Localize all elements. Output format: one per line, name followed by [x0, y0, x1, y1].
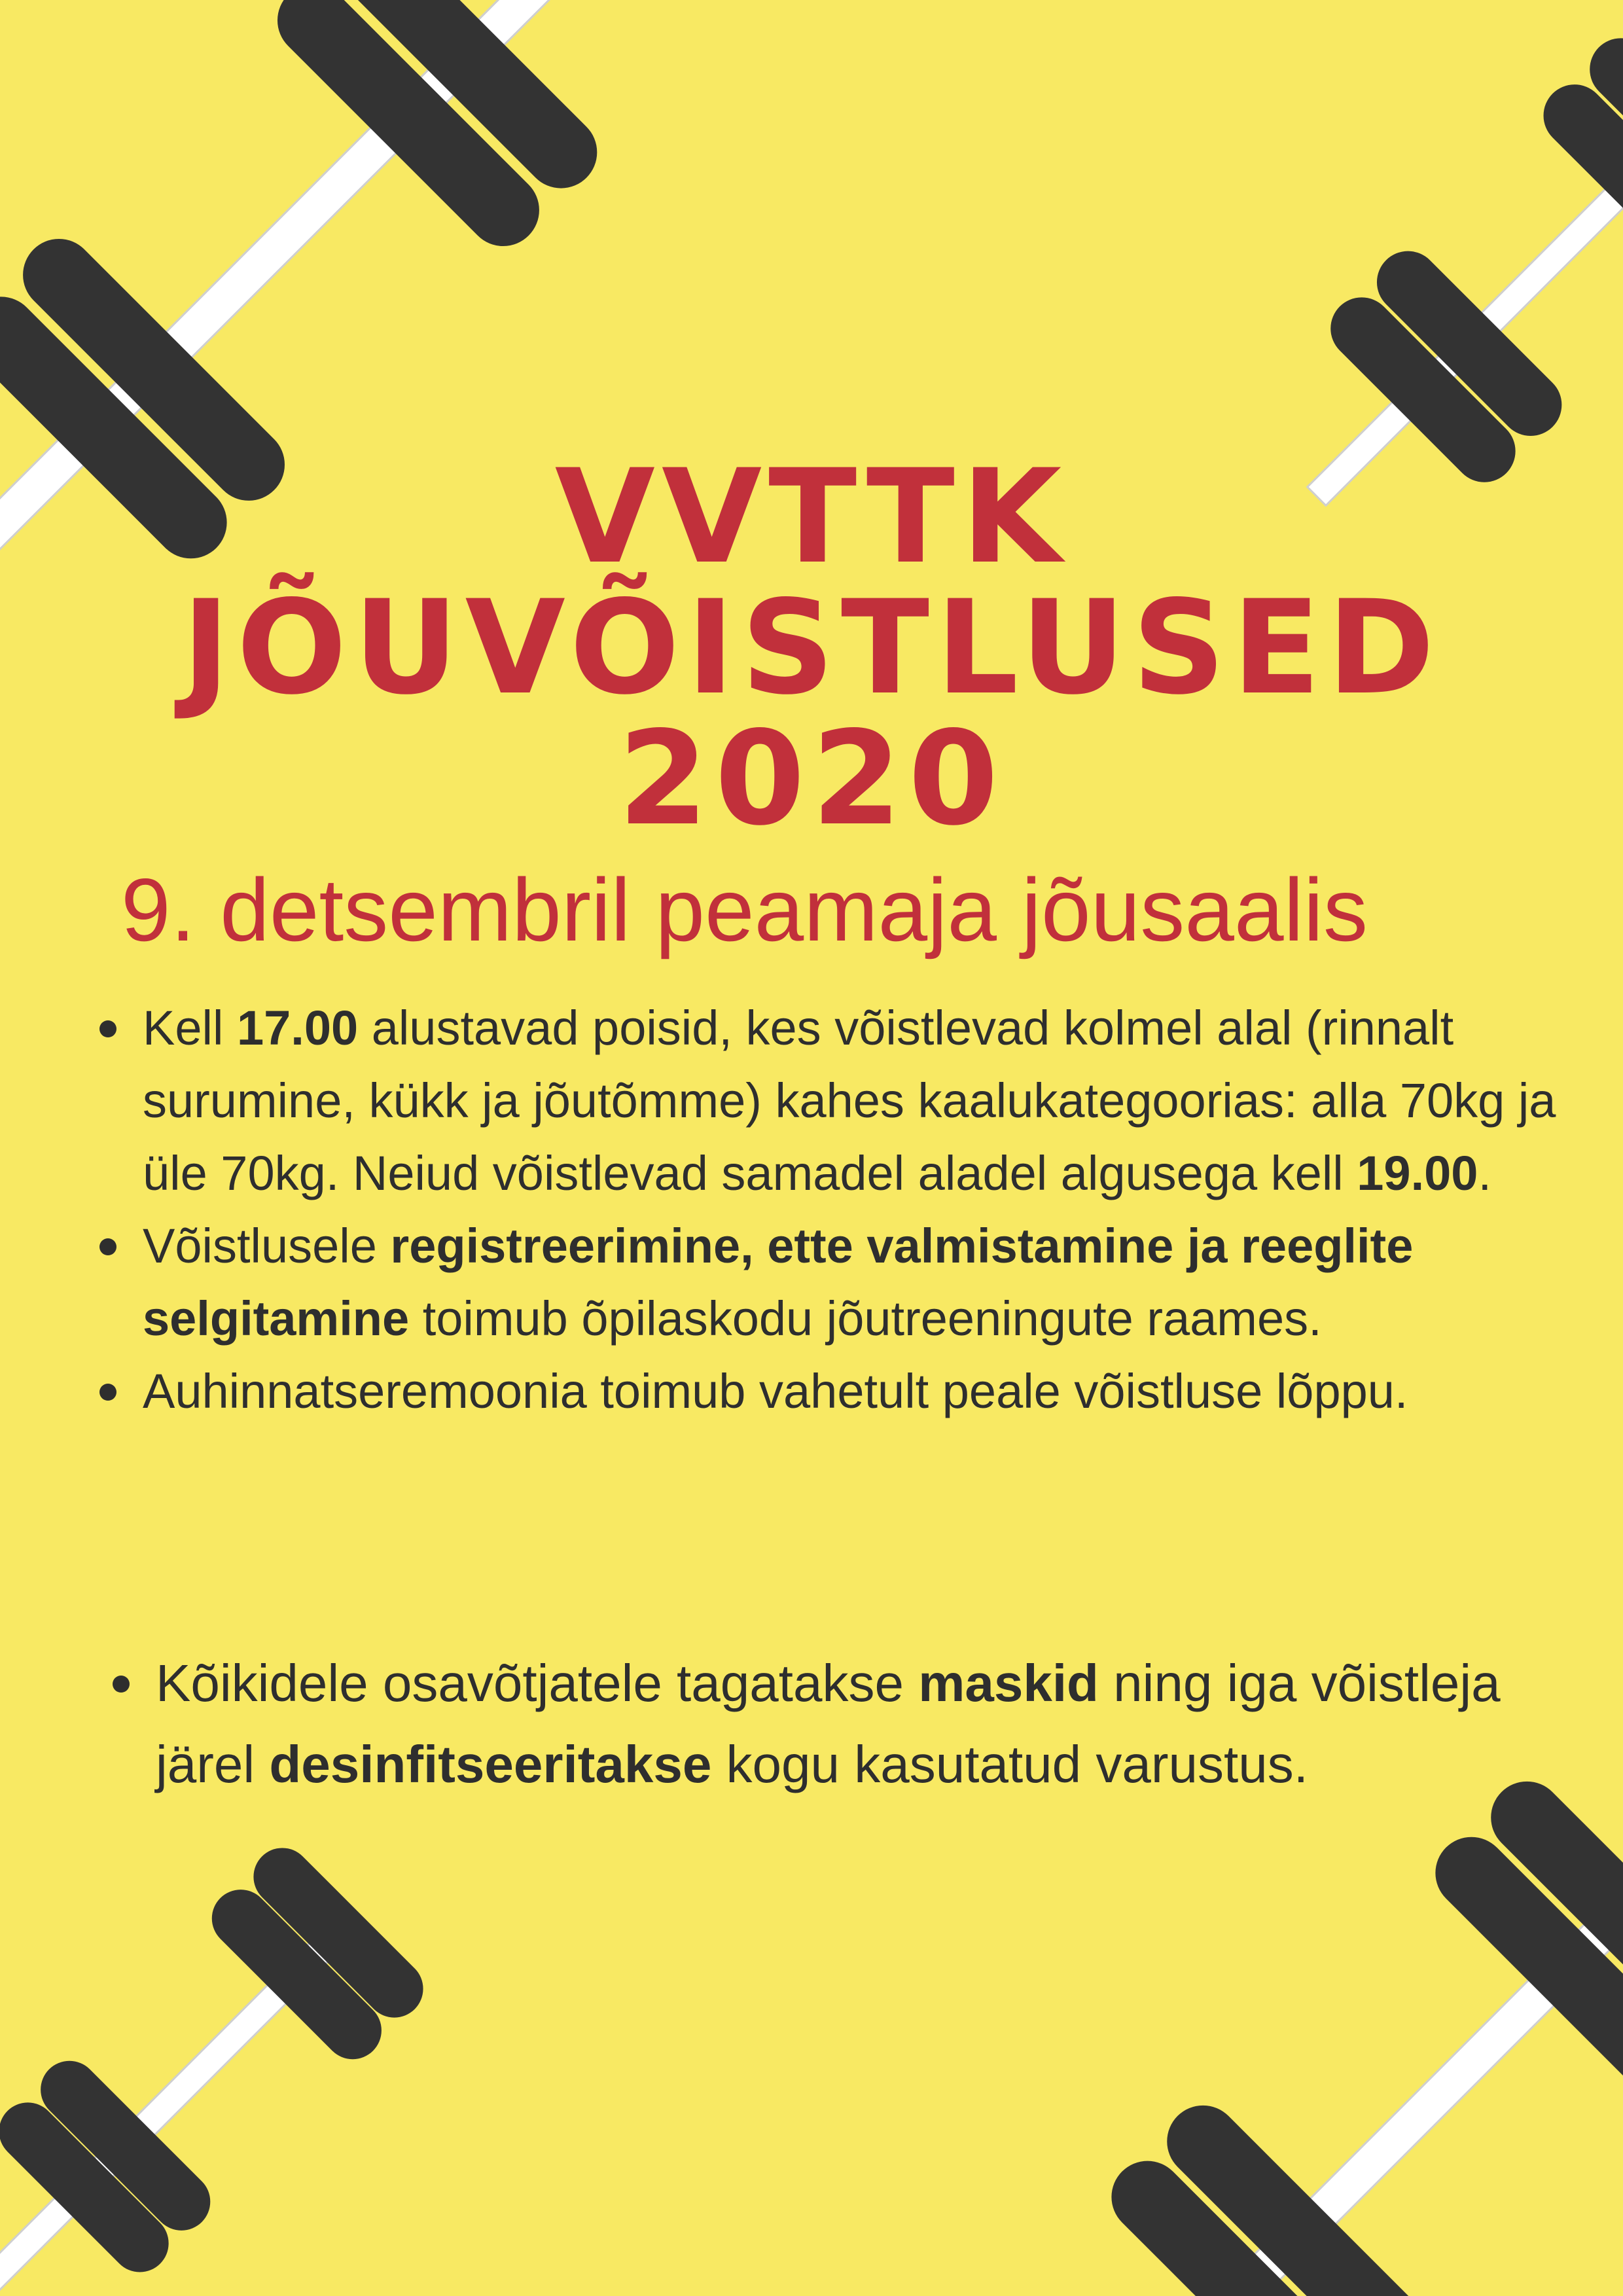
bullet-text: . [1478, 1146, 1492, 1200]
bullet-dot-icon [99, 1020, 116, 1037]
bullet-item [92, 992, 1571, 1210]
bullet-dot-icon [99, 1238, 116, 1255]
safety-bullet-list [105, 1643, 1571, 1805]
event-date-location: 9. detsembril peamaja jõusaalis [121, 860, 1368, 960]
bullet-text-bold: desinfitseeritakse [269, 1735, 712, 1793]
bullet-text: ning iga võistleja järel [156, 1654, 1501, 1793]
bullet-text: alustavad poisid, kes võistlevad kolmel alal (rinnalt surumine, kükk ja jõutõmme) kahes kaalukategoorias: alla 70kg ja üle 70kg. Neiud võistlevad samadel aladel algusega kell [143, 1001, 1556, 1200]
bullet-text-bold: 19.00 [1357, 1146, 1478, 1200]
title-line-event: JÕUVÕISTLUSED [181, 572, 1442, 723]
bullet-text-bold: maskid [918, 1654, 1099, 1712]
bullet-text-bold: registreerimine, ette valmistamine ja reeglite selgitamine [143, 1219, 1414, 1346]
bullet-text: toimub õpilaskodu jõutreeningute raames. [409, 1291, 1322, 1346]
barbell-icon-bottom-left [0, 1836, 435, 2296]
bullet-item [105, 1643, 1571, 1805]
bullet-dot-icon [99, 1384, 116, 1401]
bullet-text: Auhinnatseremoonia toimub vahetult peale võistluse lõppu. [143, 1364, 1408, 1418]
info-bullet-list [92, 992, 1571, 1427]
title-line-org: VVTTK [554, 441, 1069, 592]
title-line-year: 2020 [618, 703, 1005, 854]
bullet-dot-icon [113, 1676, 130, 1693]
bullet-item [92, 1355, 1571, 1427]
bullet-text: Kõikidele osavõtjatele tagatakse [156, 1654, 919, 1712]
bullet-text: kogu kasutatud varustus. [711, 1735, 1308, 1793]
bullet-text: Võistlusele [143, 1219, 391, 1273]
bullet-item [92, 1210, 1571, 1355]
bullet-text: Kell [143, 1001, 237, 1055]
bullet-text-bold: 17.00 [236, 1001, 359, 1055]
poster-title [0, 441, 1623, 854]
